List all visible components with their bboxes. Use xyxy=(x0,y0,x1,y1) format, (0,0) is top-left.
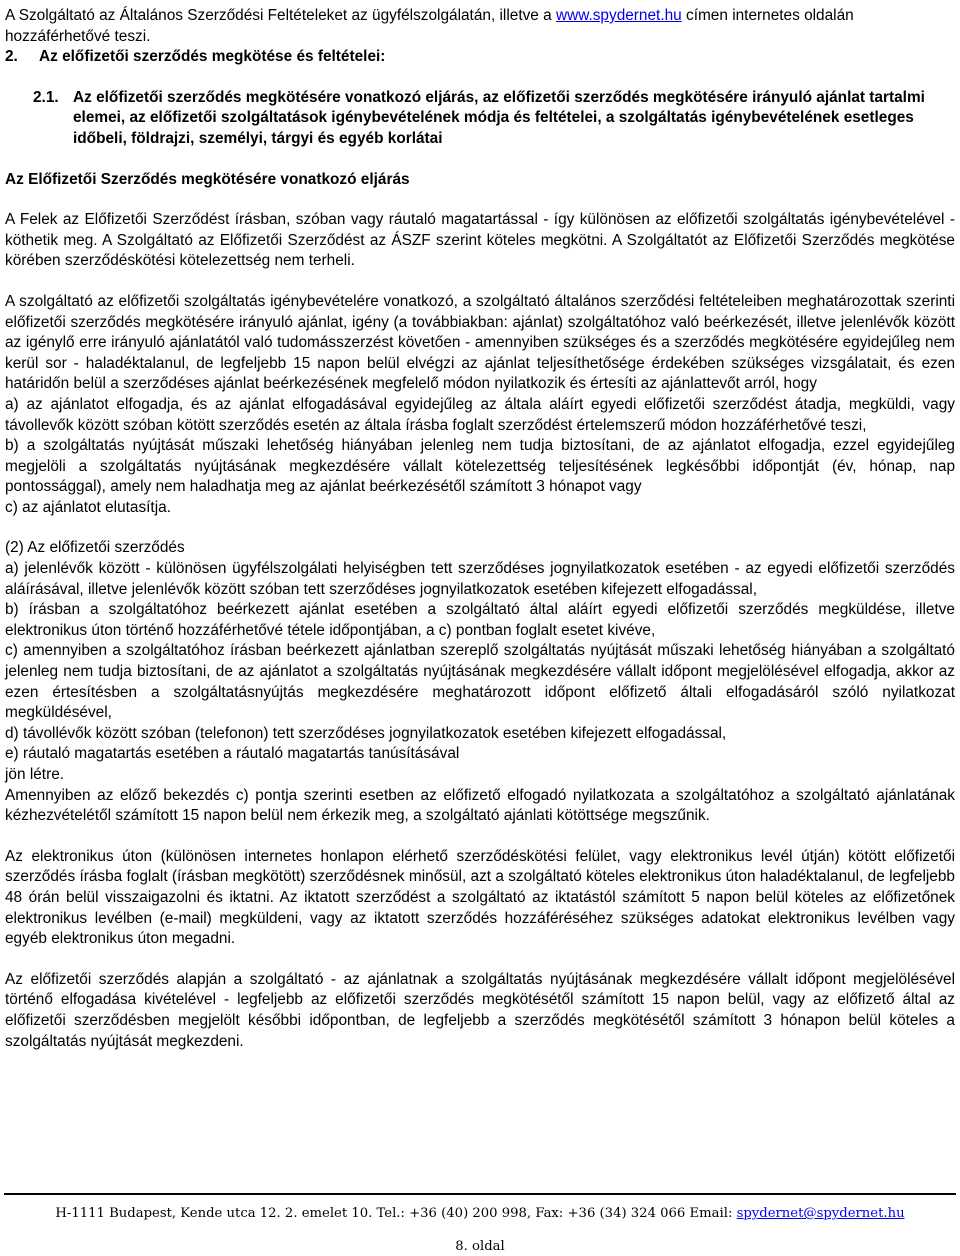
paragraph-5: Az elektronikus úton (különösen internetes honlapon elérhető szerződéskötési felület, vagy elektronikus levél útján) kötött előfizetői szerződés írásba foglalt (írásban megkötött) szerződésnek minősül, azt a szolgáltató köteles elektronikus úton haladéktalanul, de legfeljebb 48 órán belül visszaigazolni és iktatni. Az iktatott szerződést a szolgáltató az iktatástól számított 5 napon belül köteles az előfizetőnek elektronikus levélben (e-mail) megküldeni, vagy az iktatott szerződés hozzáféréséhez szükséges adatokat elektronikus levélben vagy egyéb elektronikus úton megadni. xyxy=(5,847,955,948)
paragraph-2c: c) az ajánlatot elutasítja. xyxy=(5,498,171,516)
footer-divider xyxy=(4,1193,956,1195)
document-page xyxy=(5,6,955,1052)
paragraph-4: Amennyiben az előző bekezdés c) pontja szerinti esetben az előfizető elfogadó nyilatkozata a szolgáltatóhoz a szolgáltató ajánlatának kézhezvételétől számított 15 napon belül nem érkezik meg, a szolgáltató ajánlati kötöttsége megszűnik. xyxy=(5,786,955,825)
page-number: 8. oldal xyxy=(455,1239,505,1254)
paragraph-3f: jön létre. xyxy=(5,766,65,783)
footer xyxy=(0,1205,960,1223)
procedure-heading: Az Előfizetői Szerződés megkötésére vonatkozó eljárás xyxy=(5,170,410,188)
paragraph-2: A szolgáltató az előfizetői szolgáltatás igénybevételére vonatkozó, a szolgáltató általános szerződési feltételeiben meghatározottak szerinti előfizetői szerződés megkötésére irányuló ajánlat, igény (a továbbiakban: ajánlat) szolgáltatóhoz való beérkezését, illetve jelenlévők között az igénylő erre irányuló ajánlatától való tudomásszerzést követően - amennyiben szükséges és a szerződés megkötésére egyidejűleg nem kerül sor - haladéktalanul, de legfeljebb 15 napon belül elvégzi az ajánlat teljesíthetősége érdekében szükséges vizsgálatait, és ezen határidőn belül a szerződéses ajánlat beérkezésének megfelelő módon nyilatkozik és értesíti az ajánlattevőt arról, hogy xyxy=(5,292,955,393)
paragraph-1: A Felek az Előfizetői Szerződést írásban, szóban vagy ráutaló magatartással - így különösen az előfizetői szolgáltatás igénybevételével - köthetik meg. A Szolgáltató az Előfizetői Szerződést az ÁSZF szerint köteles megkötni. A Szolgáltatót az Előfizetői Szerződés megkötése körében szerződéskötési kötelezettség nem terheli. xyxy=(5,211,955,270)
paragraph-3c: c) amennyiben a szolgáltatóhoz írásban beérkezett ajánlatban szereplő szolgáltatás nyújtását műszaki lehetőség hiányában a szolgáltató jelenleg nem tudja biztosítani, de az ajánlatot a szolgáltatás nyújtásának megkezdésére vállalt időpont megjelölésével elfogadja, akkor az ezen értesítésben a szolgáltatásnyújtás megkezdésére meghatározott időpont előfizető általi elfogadásáról szóló nyilatkozat megküldésével, xyxy=(5,642,955,722)
paragraph-6: Az előfizetői szerződés alapján a szolgáltató - az ajánlatnak a szolgáltatás nyújtásának megkezdésére vállalt időpont megjelölésével történő elfogadása kivételével - legfeljebb az előfizetői szerződés megkötésétől számított 15 napon belül, vagy az előfizető által az előfizetői szerződésben megjelölt későbbi időpontban, de legfeljebb a szerződés megkötésétől számított 3 hónapon belül köteles a szolgáltatás nyújtását megkezdeni. xyxy=(5,970,955,1050)
section-title: Az előfizetői szerződés megkötése és feltételei: xyxy=(39,48,386,66)
paragraph-3a: a) jelenlévők között - különösen ügyfélszolgálati helyiségben tett szerződéses jognyilatkozatok esetében - az egyedi előfizetői szerződés aláírásával, illetve jelenlévők között szóban tett szerződéses jognyilatkozatok esetében kifejezett elfogadással, xyxy=(5,560,955,598)
paragraph-2b: b) a szolgáltatás nyújtását műszaki lehetőség hiányában jelenleg nem tudja biztosítani, de az ajánlatot elfogadja, ezzel egyidejűleg megjelöli a szolgáltatás nyújtásának megkezdésére vállalt kötelezettség teljesítésének legkésőbbi időpontját (év, hónap, nap pontossággal), amely nem haladhatja meg az ajánlat beérkezésétől számított 3 hónapot vagy xyxy=(5,437,955,496)
intro-paragraph xyxy=(5,6,955,47)
section-heading xyxy=(5,47,955,68)
subsection-title: Az előfizetői szerződés megkötésére vonatkozó eljárás, az előfizetői szerződés megkötésére irányuló ajánlat tartalmi elemei, az előfizetői szolgáltatások igénybevételének módja és feltételei, a szolgáltatás igénybevételének esetleges időbeli, földrajzi, személyi, tárgyi és egyéb korlátai xyxy=(73,88,925,147)
subsection-heading xyxy=(33,88,955,150)
subsection-number: 2.1. xyxy=(33,88,59,106)
website-link[interactable]: www.spydernet.hu xyxy=(555,7,682,24)
footer-email-link[interactable]: spydernet@spydernet.hu xyxy=(736,1206,905,1221)
paragraph-2a: a) az ajánlatot elfogadja, és az ajánlat elfogadásával egyidejűleg az általa aláírt egyedi előfizetői szerződést átadja, megküldi, vagy távollevők között szóban kötött szerződés esetén az általa írásba foglalt szerződést értelemszerű módon hozzáférhetővé teszi, xyxy=(5,395,955,434)
paragraph-3d: d) távollévők között szóban (telefonon) tett szerződéses jognyilatkozatok esetében kifejezett elfogadással, xyxy=(5,724,727,742)
paragraph-3e: e) ráutaló magatartás esetében a ráutaló magatartás tanúsításával xyxy=(5,745,460,763)
intro-text-after: címen internetes oldalán hozzáférhetővé teszi. xyxy=(5,7,854,45)
footer-address: H-1111 Budapest, Kende utca 12. 2. emelet 10. Tel.: +36 (40) 200 998, Fax: +36 (34) 324 066 Email: xyxy=(55,1206,737,1221)
section-number: 2. xyxy=(5,48,18,66)
intro-text-before: A Szolgáltató az Általános Szerződési Feltételeket az ügyfélszolgálatán, illetve a xyxy=(5,7,556,24)
paragraph-3b: b) írásban a szolgáltatóhoz beérkezett ajánlat esetében a szolgáltató által aláírt egyedi előfizetői szerződés megküldése, illetve elektronikus úton történő hozzáférhetővé tétele időpontjában, a c) pontban foglalt esetet kivéve, xyxy=(5,601,955,639)
paragraph-3-title: (2) Az előfizetői szerződés xyxy=(5,539,185,557)
